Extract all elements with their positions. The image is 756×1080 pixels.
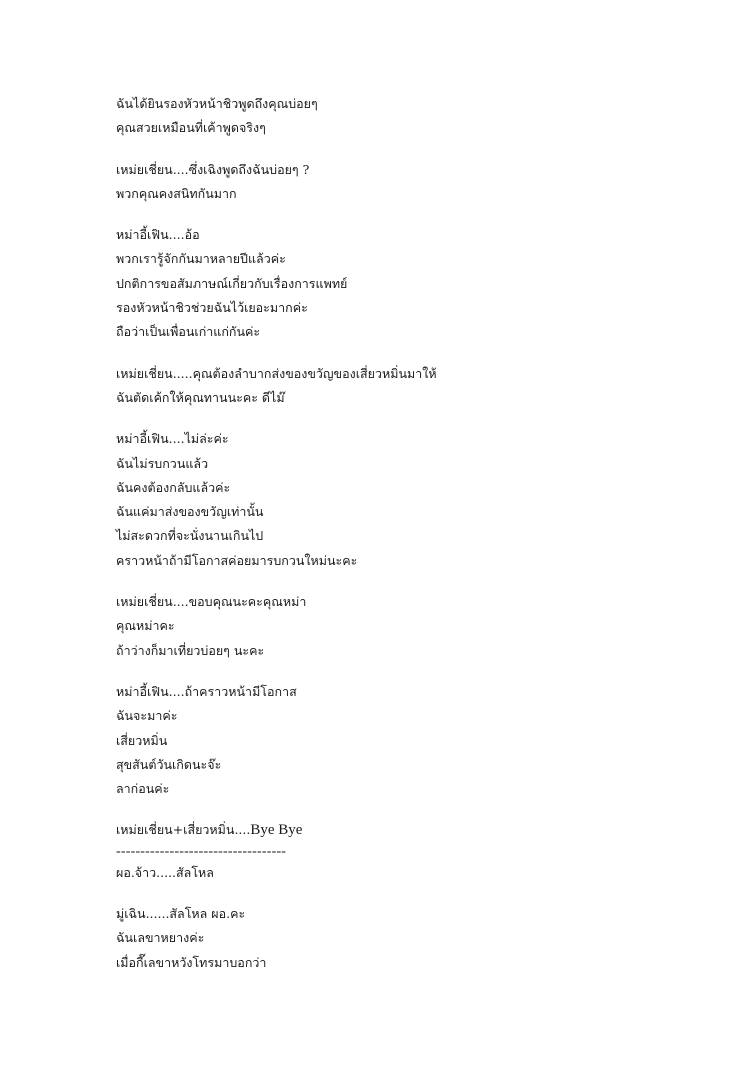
closing-stanza	[116, 818, 716, 885]
text-line: หม่าอี้เฟิน....อ้อ	[116, 227, 200, 243]
text-line: คุณสวยเหมือนที่เค้าพูดจริงๆ	[116, 120, 266, 136]
text-line: ถือว่าเป็นเพื่อนเก่าแก่กันค่ะ	[116, 324, 261, 340]
text-line: พวกเรารู้จักกันมาหลายปีแล้วค่ะ	[116, 251, 286, 267]
text-line: เสี่ยวหมิ่น	[116, 732, 168, 748]
text-line: ฉันแค่มาส่งของขวัญเท่านั้น	[116, 504, 264, 520]
text-line: หม่าอี้เฟิน....ถ้าคราวหน้ามีโอกาส	[116, 683, 297, 699]
stanza-5	[116, 427, 716, 573]
closing-english: Bye Bye	[250, 822, 303, 839]
text-line: ฉันไม่รบกวนแล้ว	[116, 455, 209, 471]
text-line: พวกคุณคงสนิทกันมาก	[116, 185, 237, 201]
text-line: รองหัวหน้าชิวช่วยฉันไว้เยอะมากค่ะ	[116, 300, 308, 316]
text-line: ถ้าว่างก็มาเที่ยวบ่อยๆ นะคะ	[116, 642, 265, 658]
text-line: เหม่ยเชี่ยน.....คุณต้องลำบากส่งของขวัญของเสี่ยวหมิ่นมาให้	[116, 365, 437, 381]
text-line: ลาก่อนค่ะ	[116, 781, 170, 797]
text-line: เหม่ยเชี่ยน....ซึ่งเฉิงพูดถึงฉันบ่อยๆ ?	[116, 161, 310, 177]
text-line: เมื่อกี๊เลขาหวังโทรมาบอกว่า	[116, 954, 267, 970]
text-line: มู่เฉิน......สัลโหล ผอ.คะ	[116, 906, 246, 922]
stanza-last	[116, 902, 716, 975]
text-line: คราวหน้าถ้ามีโอกาสค่อยมารบกวนใหม่นะคะ	[116, 552, 358, 568]
text-line: คุณหม่าคะ	[116, 618, 175, 634]
text-line: ปกติการขอสัมภาษณ์เกี่ยวกับเรื่องการแพทย์	[116, 275, 348, 291]
text-line: ไม่สะดวกที่จะนั่งนานเกินไป	[116, 528, 264, 544]
section-divider: -----------------------------------	[116, 843, 287, 859]
closing-speakers: เหม่ยเชี่ยน+เสี่ยวหมิ่น....	[116, 822, 251, 838]
script-text	[116, 92, 716, 992]
text-line: สุขสันต์วันเกิดนะจ๊ะ	[116, 756, 222, 772]
text-line: ผอ.จ้าว.....สัลโหล	[116, 864, 214, 880]
closing-line	[116, 818, 716, 842]
stanza-1	[116, 92, 716, 141]
stanza-6	[116, 590, 716, 663]
text-line: ฉันคงต้องกลับแล้วค่ะ	[116, 479, 231, 495]
text-line: ฉันได้ยินรองหัวหน้าชิวพูดถึงคุณบ่อยๆ	[116, 96, 318, 111]
stanza-2	[116, 158, 716, 207]
text-line: ฉันจะมาค่ะ	[116, 708, 178, 724]
stanza-3	[116, 223, 716, 344]
stanza-7	[116, 680, 716, 801]
text-line: เหม่ยเชี่ยน....ขอบคุณนะคะคุณหม่า	[116, 594, 307, 610]
text-line: ฉันเลขาหยางค่ะ	[116, 930, 205, 946]
text-line: ฉันตัดเค้กให้คุณทานนะคะ ดีไม๊	[116, 389, 285, 405]
stanza-4	[116, 362, 716, 411]
text-line: หม่าอี้เฟิน....ไม่ล่ะค่ะ	[116, 431, 229, 447]
